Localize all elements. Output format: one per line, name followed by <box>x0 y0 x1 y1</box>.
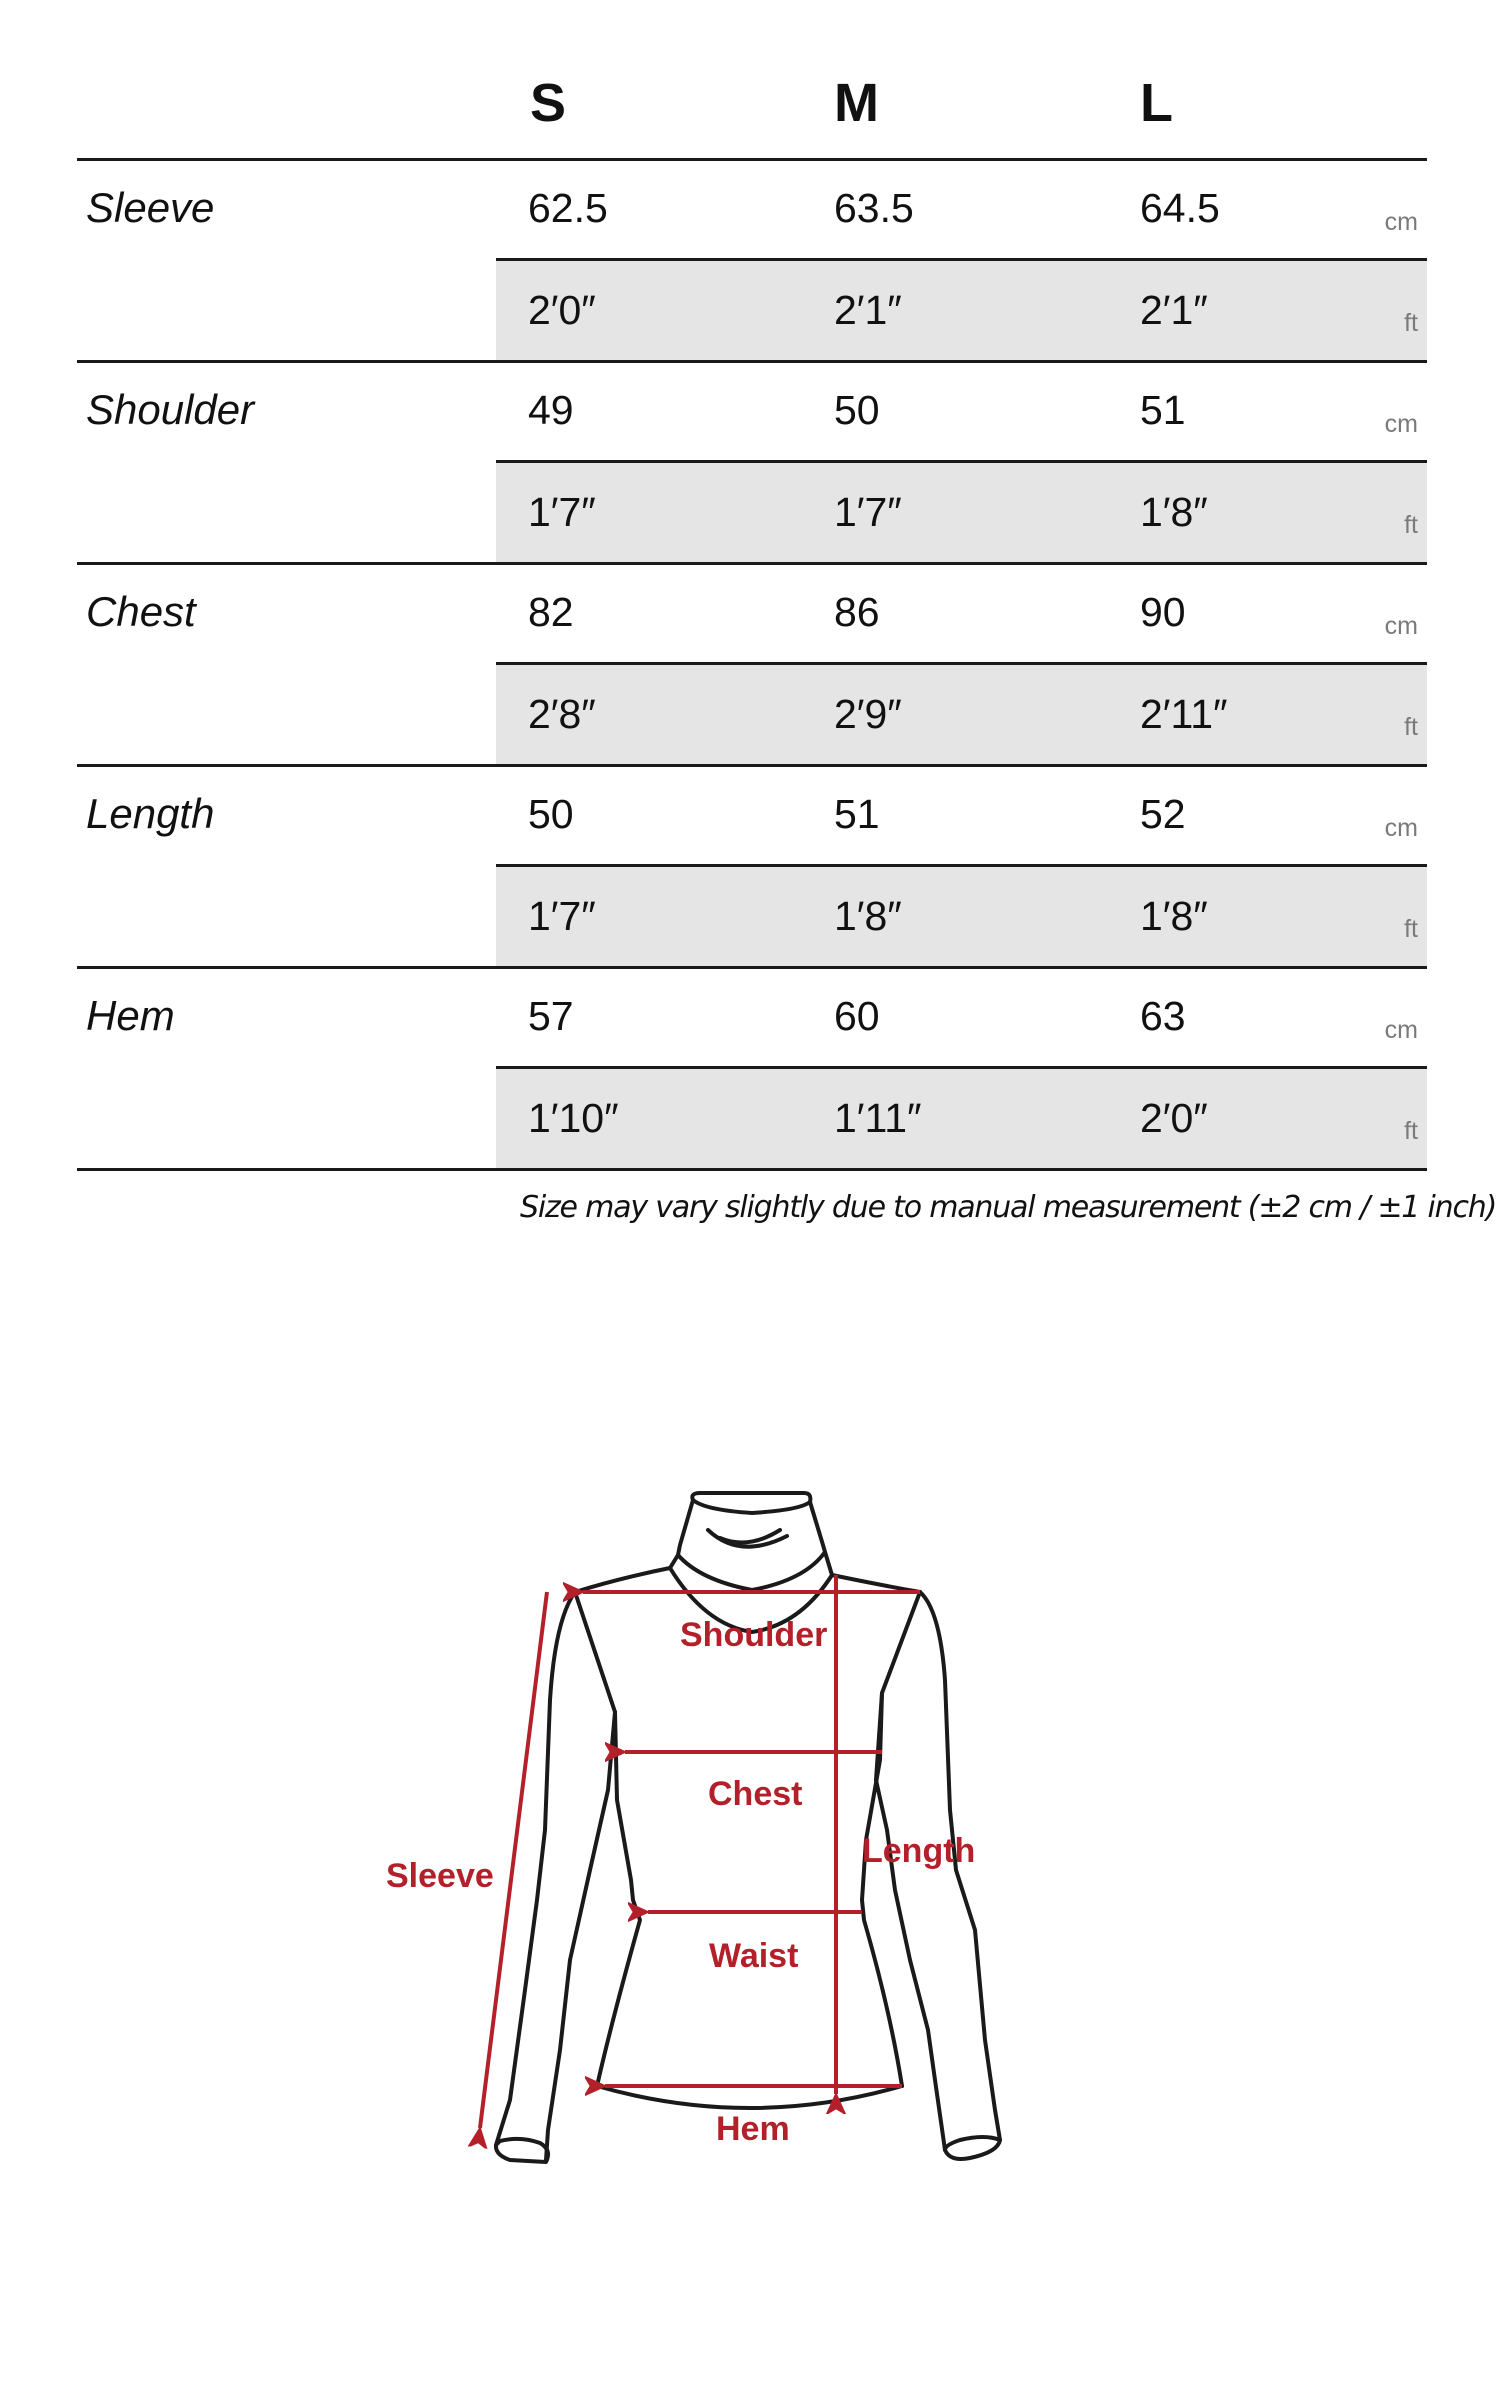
unit-cm: cm <box>1384 612 1418 640</box>
unit-ft: ft <box>1404 713 1418 741</box>
cell-hem-s-cm: 57 <box>528 993 574 1039</box>
row-label-shoulder: Shoulder <box>86 386 255 433</box>
measurement-disclaimer: Size may vary slightly due to manual measurement (±2 cm / ±1 inch) <box>520 1190 1497 1225</box>
cell-length-m-cm: 51 <box>834 791 880 837</box>
cell-chest-l-ft: 2′11″ <box>1140 691 1228 737</box>
cell-chest-s-cm: 82 <box>528 589 574 635</box>
cell-shoulder-m-ft: 1′7″ <box>834 489 902 535</box>
cell-chest-s-ft: 2′8″ <box>528 691 596 737</box>
unit-cm: cm <box>1384 814 1418 842</box>
label-chest: Chest <box>708 1775 803 1813</box>
row-label-sleeve: Sleeve <box>86 184 215 231</box>
cell-shoulder-l-ft: 1′8″ <box>1140 489 1208 535</box>
cell-sleeve-s-ft: 2′0″ <box>528 287 596 333</box>
label-sleeve: Sleeve <box>386 1857 494 1895</box>
cell-hem-m-cm: 60 <box>834 993 880 1039</box>
cell-length-s-cm: 50 <box>528 791 574 837</box>
unit-cm: cm <box>1384 1016 1418 1044</box>
size-header-s: S <box>530 73 567 133</box>
cell-sleeve-l-ft: 2′1″ <box>1140 287 1208 333</box>
cell-length-l-cm: 52 <box>1140 791 1186 837</box>
cell-length-l-ft: 1′8″ <box>1140 893 1208 939</box>
cell-shoulder-l-cm: 51 <box>1140 387 1186 433</box>
unit-ft: ft <box>1404 309 1418 337</box>
unit-ft: ft <box>1404 1117 1418 1145</box>
row-label-hem: Hem <box>86 992 175 1039</box>
label-waist: Waist <box>709 1937 799 1975</box>
size-header-l: L <box>1140 73 1173 133</box>
cell-sleeve-s-cm: 62.5 <box>528 185 608 231</box>
cell-shoulder-s-ft: 1′7″ <box>528 489 596 535</box>
cell-shoulder-s-cm: 49 <box>528 387 574 433</box>
cell-chest-l-cm: 90 <box>1140 589 1186 635</box>
row-label-length: Length <box>86 790 215 837</box>
cell-sleeve-m-ft: 2′1″ <box>834 287 902 333</box>
unit-cm: cm <box>1384 208 1418 236</box>
cell-sleeve-m-cm: 63.5 <box>834 185 914 231</box>
label-hem: Hem <box>716 2110 790 2148</box>
size-header-m: M <box>834 73 879 133</box>
label-length: Length <box>862 1832 976 1870</box>
cell-length-m-ft: 1′8″ <box>834 893 902 939</box>
cell-hem-l-cm: 63 <box>1140 993 1186 1039</box>
cell-hem-l-ft: 2′0″ <box>1140 1095 1208 1141</box>
unit-cm: cm <box>1384 410 1418 438</box>
cell-chest-m-ft: 2′9″ <box>834 691 902 737</box>
measurement-arrows <box>480 1575 920 2128</box>
cell-hem-m-ft: 1′11″ <box>834 1095 922 1141</box>
cell-shoulder-m-cm: 50 <box>834 387 880 433</box>
row-label-chest: Chest <box>86 588 196 635</box>
cell-length-s-ft: 1′7″ <box>528 893 596 939</box>
cell-chest-m-cm: 86 <box>834 589 880 635</box>
unit-ft: ft <box>1404 915 1418 943</box>
unit-ft: ft <box>1404 511 1418 539</box>
cell-sleeve-l-cm: 64.5 <box>1140 185 1220 231</box>
label-shoulder: Shoulder <box>680 1616 828 1654</box>
cell-hem-s-ft: 1′10″ <box>528 1095 619 1141</box>
